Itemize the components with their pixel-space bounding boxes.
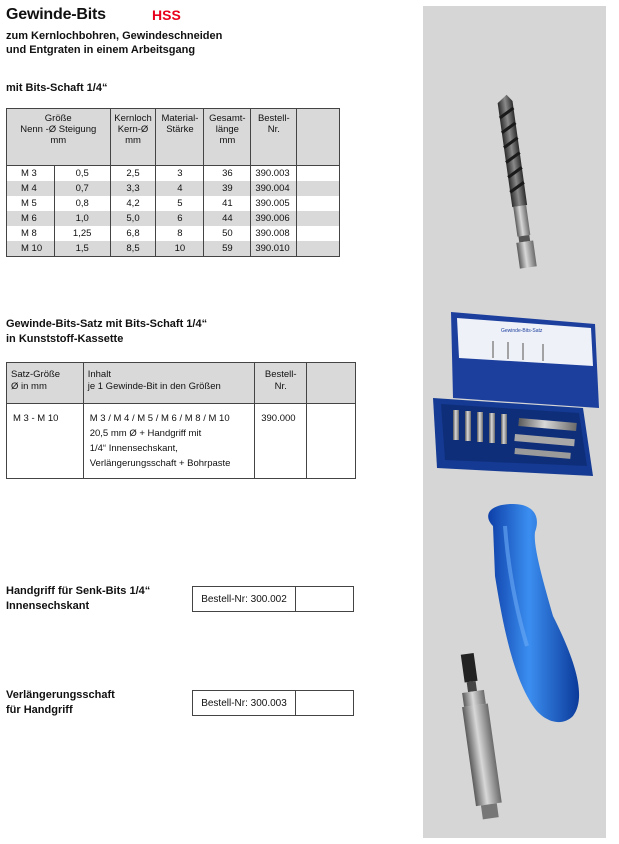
thread-size: M 6 [7, 211, 55, 226]
bits-table-row [7, 181, 340, 196]
order-number: 390.010 [251, 241, 297, 257]
core-diameter: 2,5 [110, 166, 156, 182]
order-number: 390.004 [251, 181, 297, 196]
bits-table-row [7, 196, 340, 211]
header-order-number: Bestell- Nr. [251, 109, 297, 166]
row-empty-cell [297, 241, 340, 257]
row-empty-cell [297, 166, 340, 182]
extension-order-box [192, 690, 354, 716]
header-core-hole: Kernloch Kern-Ø mm [110, 109, 156, 166]
thread-size: M 5 [7, 196, 55, 211]
header-empty [297, 109, 340, 166]
header-size: Größe Nenn -Ø Steigung mm [7, 109, 111, 166]
handle-order-label: Bestell-Nr: 300.002 [193, 587, 296, 611]
header-length: Gesamt- länge mm [204, 109, 251, 166]
pitch: 0,7 [54, 181, 110, 196]
set-size: M 3 - M 10 [7, 404, 84, 479]
hss-badge: HSS [152, 7, 181, 23]
handle-line-1: Handgriff für Senk-Bits 1/4“ [6, 585, 151, 597]
bits-table [6, 108, 340, 257]
material-thickness: 5 [156, 196, 204, 211]
total-length: 39 [204, 181, 251, 196]
subtitle-line-2: und Entgraten in einem Arbeitsgang [6, 44, 196, 56]
total-length: 36 [204, 166, 251, 182]
total-length: 59 [204, 241, 251, 257]
header-set-size: Satz-Größe Ø in mm [7, 363, 84, 404]
bits-table-row [7, 226, 340, 241]
product-image-panel [423, 6, 606, 838]
header-set-empty [307, 363, 356, 404]
extension-shank-image [455, 652, 504, 820]
total-length: 41 [204, 196, 251, 211]
page-title: Gewinde-Bits [6, 6, 106, 23]
bits-table-row [7, 241, 340, 257]
section2-heading [6, 317, 207, 347]
header-content: Inhalt je 1 Gewinde-Bit in den Größen [83, 363, 255, 404]
set-content: M 3 / M 4 / M 5 / M 6 / M 8 / M 10 20,5 mm Ø + Handgriff mit 1/4“ Innensechskant, Verlängerungsschaft + Bohrpaste [83, 404, 255, 479]
header-set-order: Bestell- Nr. [255, 363, 307, 404]
subtitle-line-1: zum Kernlochbohren, Gewindeschneiden [6, 30, 223, 42]
order-number: 390.003 [251, 166, 297, 182]
core-diameter: 8,5 [110, 241, 156, 257]
section2-heading-line-2: in Kunststoff-Kassette [6, 333, 124, 345]
set-table [6, 362, 356, 479]
bits-table-row [7, 211, 340, 226]
material-thickness: 4 [156, 181, 204, 196]
product-illustrations [423, 6, 606, 838]
row-empty-cell [297, 196, 340, 211]
material-thickness: 6 [156, 211, 204, 226]
pitch: 0,5 [54, 166, 110, 182]
order-number: 390.008 [251, 226, 297, 241]
total-length: 44 [204, 211, 251, 226]
material-thickness: 8 [156, 226, 204, 241]
total-length: 50 [204, 226, 251, 241]
extension-line-2: für Handgriff [6, 704, 73, 716]
order-number: 390.006 [251, 211, 297, 226]
core-diameter: 4,2 [110, 196, 156, 211]
tap-bit-image [496, 94, 537, 269]
pitch: 0,8 [54, 196, 110, 211]
header-material: Material- Stärke [156, 109, 204, 166]
thread-size: M 3 [7, 166, 55, 182]
page-subtitle [6, 29, 266, 57]
handle-description [6, 584, 150, 614]
row-empty-cell [297, 211, 340, 226]
thread-size: M 4 [7, 181, 55, 196]
pitch: 1,0 [54, 211, 110, 226]
set-row [7, 404, 356, 479]
core-diameter: 3,3 [110, 181, 156, 196]
order-number: 390.005 [251, 196, 297, 211]
pitch: 1,25 [54, 226, 110, 241]
set-table-header-row [7, 363, 356, 404]
core-diameter: 6,8 [110, 226, 156, 241]
extension-description [6, 688, 115, 718]
row-empty-cell [297, 226, 340, 241]
bits-table-row [7, 166, 340, 182]
material-thickness: 3 [156, 166, 204, 182]
thread-size: M 8 [7, 226, 55, 241]
bits-table-header-row [7, 109, 340, 166]
handle-image [488, 504, 579, 722]
section1-heading: mit Bits-Schaft 1/4“ [6, 82, 108, 94]
material-thickness: 10 [156, 241, 204, 257]
thread-size: M 10 [7, 241, 55, 257]
handle-line-2: Innensechskant [6, 600, 90, 612]
row-empty-cell [297, 181, 340, 196]
core-diameter: 5,0 [110, 211, 156, 226]
set-order: 390.000 [255, 404, 307, 479]
set-empty [307, 404, 356, 479]
section2-heading-line-1: Gewinde-Bits-Satz mit Bits-Schaft 1/4“ [6, 318, 208, 330]
extension-line-1: Verlängerungsschaft [6, 689, 115, 701]
svg-text:Gewinde-Bits-Satz: Gewinde-Bits-Satz [501, 328, 543, 334]
handle-order-box [192, 586, 354, 612]
kit-case-image [433, 312, 599, 476]
pitch: 1,5 [54, 241, 110, 257]
extension-order-label: Bestell-Nr: 300.003 [193, 691, 296, 715]
